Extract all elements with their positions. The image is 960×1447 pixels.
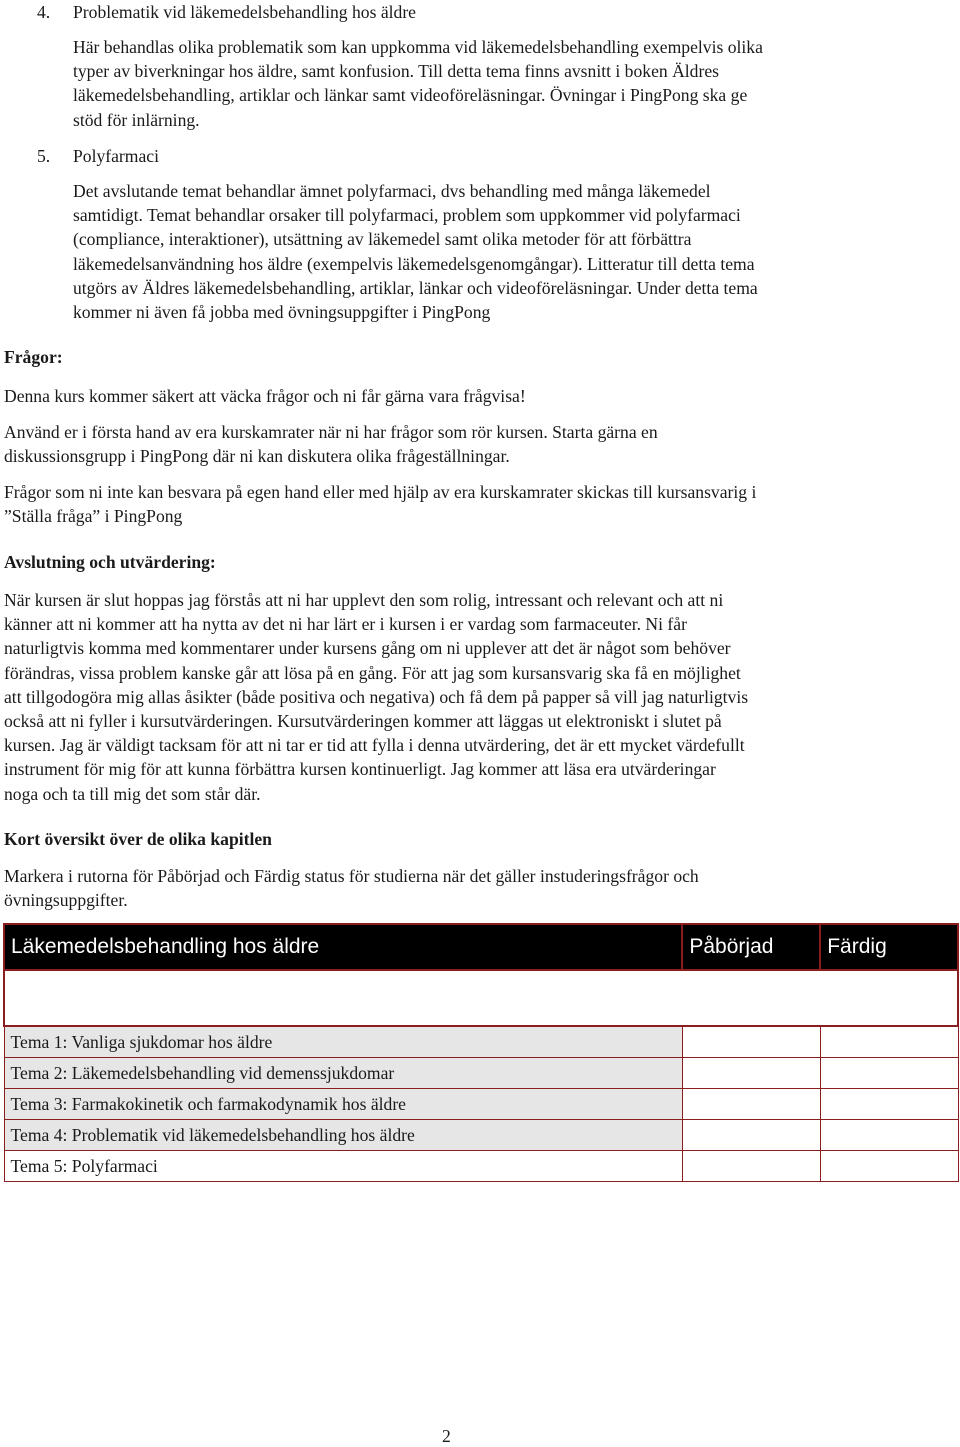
theme-label: Tema 5: Polyfarmaci <box>4 1151 682 1182</box>
started-checkbox[interactable] <box>682 1026 820 1058</box>
text-line: instrument för mig för att kunna förbättra kursen kontinuerligt. Jag kommer att läsa era utvärderingar <box>4 759 716 780</box>
text-line: stöd för inlärning. <box>73 109 200 130</box>
status-table <box>3 923 959 1182</box>
fragor-paragraph-2 <box>4 420 658 468</box>
text-line: naturligtvis komma med kommentarer under kursens gång om ni upplever att det är något som behöver <box>4 638 731 659</box>
section-4-title: Problematik vid läkemedelsbehandling hos äldre <box>73 2 416 22</box>
text-line: Markera i rutorna för Påbörjad och Färdig status för studierna när det gäller instuderingsfrågor och <box>4 866 699 886</box>
fragor-paragraph-3 <box>4 480 756 528</box>
avslutning-heading: Avslutning och utvärdering: <box>4 552 216 572</box>
fragor-heading: Frågor: <box>4 347 63 367</box>
theme-label: Tema 3: Farmakokinetik och farmakodynamik hos äldre <box>4 1089 682 1120</box>
text-line: kommer ni även få jobba med övningsuppgifter i PingPong <box>73 302 491 323</box>
text-line: ”Ställa fråga” i PingPong <box>4 506 183 527</box>
table-row <box>4 1026 958 1058</box>
list-item-section-4 <box>37 0 416 24</box>
list-item-section-5 <box>37 144 159 168</box>
text-line: förändras, vissa problem kanske går att lösa på en gång. För att jag som kursansvarig ska få en möjlighet <box>4 662 741 683</box>
text-line: Denna kurs kommer säkert att väcka frågor och ni får gärna vara frågvisa! <box>4 386 526 406</box>
table-header-row <box>4 924 958 970</box>
section-5-number: 5. <box>37 146 51 166</box>
text-line: Använd er i första hand av era kurskamrater när ni har frågor som rör kursen. Starta gärna en <box>4 422 658 442</box>
finished-checkbox[interactable] <box>820 1026 958 1058</box>
header-finished: Färdig <box>820 924 958 970</box>
text-line: Frågor som ni inte kan besvara på egen hand eller med hjälp av era kurskamrater skickas till kursansvarig i <box>4 482 757 502</box>
theme-label: Tema 2: Läkemedelsbehandling vid demenssjukdomar <box>4 1058 682 1089</box>
section-5-body <box>73 179 903 324</box>
page-number: 2 <box>442 1426 451 1446</box>
section-4-number: 4. <box>37 2 51 22</box>
started-checkbox[interactable] <box>682 1058 820 1089</box>
table-row <box>4 1151 958 1182</box>
oversikt-heading: Kort översikt över de olika kapitlen <box>4 829 272 849</box>
text-line: läkemedelsanvändning hos äldre (exempelvis läkemedelsgenomgångar). Litteratur till detta tema <box>73 253 755 274</box>
text-line: utgörs av Äldres läkemedelsbehandling, artiklar, länkar och videoföreläsningar. Under detta tema <box>73 277 758 298</box>
text-line: att tillgodogöra mig allas åsikter (både positiva och negativa) och få dem på papper så vill jag naturligtvis <box>4 686 749 707</box>
spacer-cell <box>4 970 958 1026</box>
text-line: övningsuppgifter. <box>4 890 128 911</box>
fragor-paragraph-1 <box>4 384 526 408</box>
text-line: läkemedelsbehandling, artiklar och länkar samt videoföreläsningar. Övningar i PingPong ska ge <box>73 85 748 106</box>
finished-checkbox[interactable] <box>820 1151 958 1182</box>
section-5-title: Polyfarmaci <box>73 146 159 166</box>
avslutning-paragraph <box>4 588 748 806</box>
section-4-body <box>73 35 903 132</box>
oversikt-paragraph <box>4 864 699 912</box>
text-line: När kursen är slut hoppas jag förstås att ni har upplevt den som rolig, intressant och relevant och att ni <box>4 590 724 610</box>
text-line: Det avslutande temat behandlar ämnet polyfarmaci, dvs behandling med många läkemedel <box>73 181 711 201</box>
text-line: också att ni fyller i kursutvärderingen. Kursutvärderingen kommer att läggas ut elektroniskt i slutet på <box>4 711 722 732</box>
theme-label: Tema 4: Problematik vid läkemedelsbehandling hos äldre <box>4 1120 682 1151</box>
theme-label: Tema 1: Vanliga sjukdomar hos äldre <box>4 1026 682 1058</box>
text-line: typer av biverkningar hos äldre, samt konfusion. Till detta tema finns avsnitt i boken Äldres <box>73 61 719 82</box>
started-checkbox[interactable] <box>682 1151 820 1182</box>
text-line: känner att ni kommer att ha nytta av det ni har lärt er i kursen i er vardag som farmaceuter. Ni får <box>4 614 687 635</box>
text-line: kursen. Jag är väldigt tacksam för att ni tar er tid att fylla i denna utvärdering, det är ett mycket värdefullt <box>4 735 745 756</box>
header-course: Läkemedelsbehandling hos äldre <box>4 924 682 970</box>
table-row <box>4 1089 958 1120</box>
text-line: Här behandlas olika problematik som kan uppkomma vid läkemedelsbehandling exempelvis olika <box>73 37 763 57</box>
started-checkbox[interactable] <box>682 1089 820 1120</box>
finished-checkbox[interactable] <box>820 1089 958 1120</box>
table-row <box>4 1120 958 1151</box>
text-line: diskussionsgrupp i PingPong där ni kan diskutera olika frågeställningar. <box>4 446 510 467</box>
table-spacer-row <box>4 970 958 1026</box>
table-row <box>4 1058 958 1089</box>
header-started: Påbörjad <box>682 924 820 970</box>
finished-checkbox[interactable] <box>820 1120 958 1151</box>
text-line: (compliance, interaktioner), utsättning av läkemedel samt olika metoder för att förbättra <box>73 229 692 250</box>
text-line: noga och ta till mig det som står där. <box>4 783 261 804</box>
text-line: samtidigt. Temat behandlar orsaker till polyfarmaci, problem som uppkommer vid polyfarmaci <box>73 205 741 226</box>
finished-checkbox[interactable] <box>820 1058 958 1089</box>
started-checkbox[interactable] <box>682 1120 820 1151</box>
